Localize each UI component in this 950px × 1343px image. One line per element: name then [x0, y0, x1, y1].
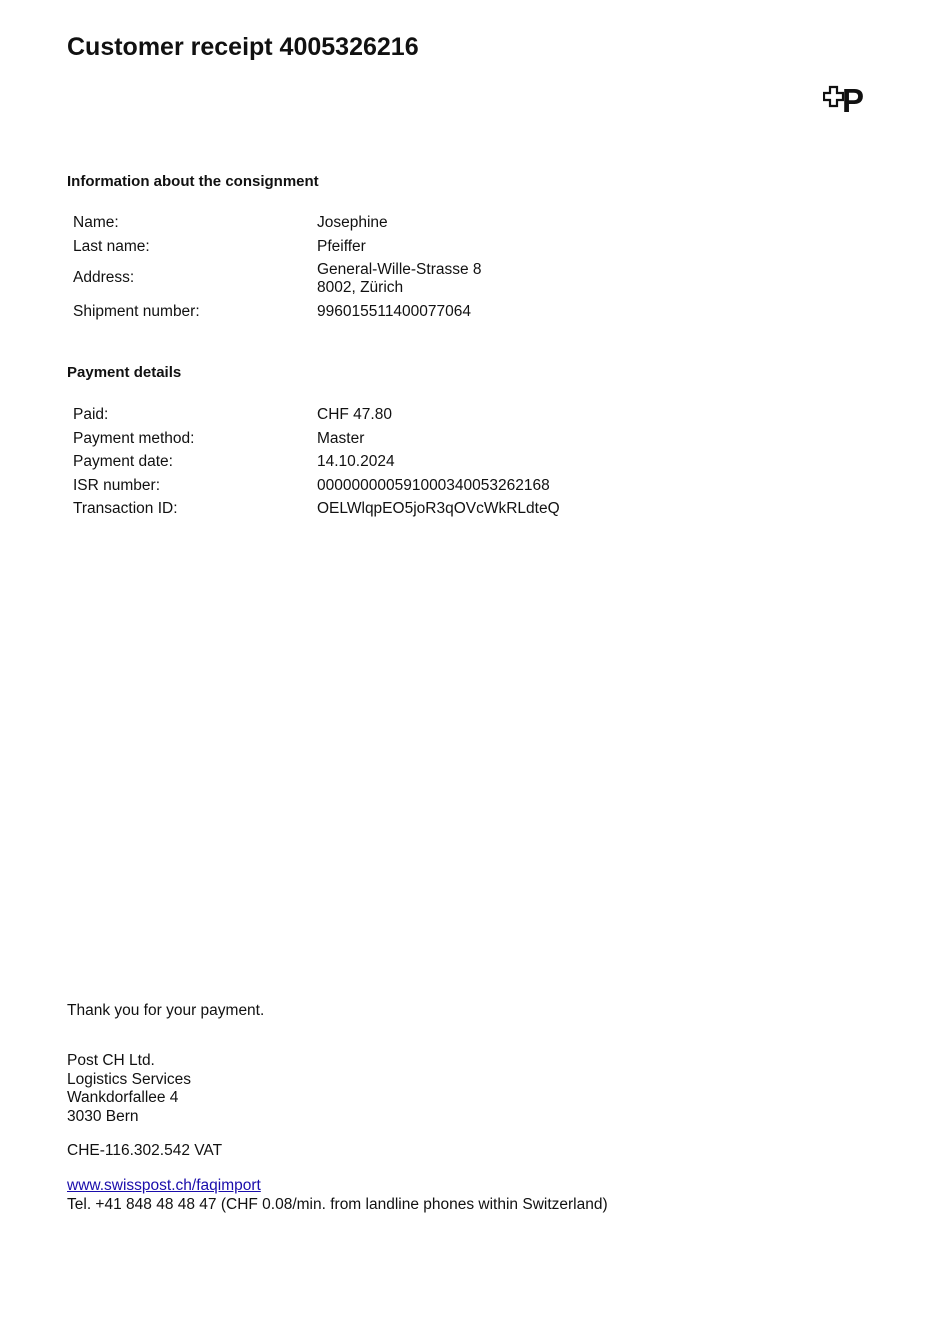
- address-line: 3030 Bern: [67, 1107, 139, 1125]
- company-address: [67, 1052, 191, 1126]
- paid-label: Paid:: [73, 406, 109, 423]
- vat-text: CHE-116.302.542 VAT: [67, 1142, 223, 1159]
- shipment-number-label: Shipment number:: [73, 303, 200, 320]
- address-label: Address:: [73, 269, 135, 286]
- payment-date-label: Payment date:: [73, 453, 173, 470]
- isr-number-label: ISR number:: [73, 477, 161, 494]
- payment-heading: Payment details: [67, 364, 182, 381]
- logo-letter: P: [842, 85, 865, 115]
- address-line: Post CH Ltd.: [67, 1052, 155, 1069]
- address-line: Logistics Services: [67, 1070, 192, 1088]
- payment-method-value: Master: [317, 430, 365, 447]
- name-label: Name:: [73, 214, 119, 231]
- transaction-id-value: OELWlqpEO5joR3qOVcWkRLdteQ: [317, 500, 560, 517]
- shipment-number-value: 996015511400077064: [317, 303, 472, 320]
- isr-number-value: 000000000591000340053262168: [317, 477, 550, 494]
- name-value: Josephine: [317, 214, 388, 231]
- address-line: Wankdorfallee 4: [67, 1089, 179, 1106]
- swiss-post-logo-icon: [823, 85, 871, 115]
- faq-import-link[interactable]: www.swisspost.ch/faqimport: [67, 1177, 261, 1194]
- address-line-2: 8002, Zürich: [317, 279, 404, 296]
- last-name-value: Pfeiffer: [317, 238, 366, 255]
- contact-info: [67, 1177, 608, 1214]
- transaction-id-label: Transaction ID:: [73, 500, 178, 517]
- payment-method-label: Payment method:: [73, 430, 195, 447]
- thank-you-text: Thank you for your payment.: [67, 1002, 265, 1019]
- phone-text: Tel. +41 848 48 48 47 (CHF 0.08/min. from landline phones within Switzerland): [67, 1195, 608, 1213]
- paid-value: CHF 47.80: [317, 406, 392, 423]
- footer: [67, 1002, 264, 1021]
- consignment-heading: Information about the consignment: [67, 173, 319, 190]
- address-line-1: General-Wille-Strasse 8: [317, 261, 482, 278]
- payment-date-value: 14.10.2024: [317, 453, 395, 470]
- last-name-label: Last name:: [73, 238, 150, 255]
- vat-number: [67, 1142, 222, 1161]
- page-title: Customer receipt 4005326216: [67, 33, 419, 61]
